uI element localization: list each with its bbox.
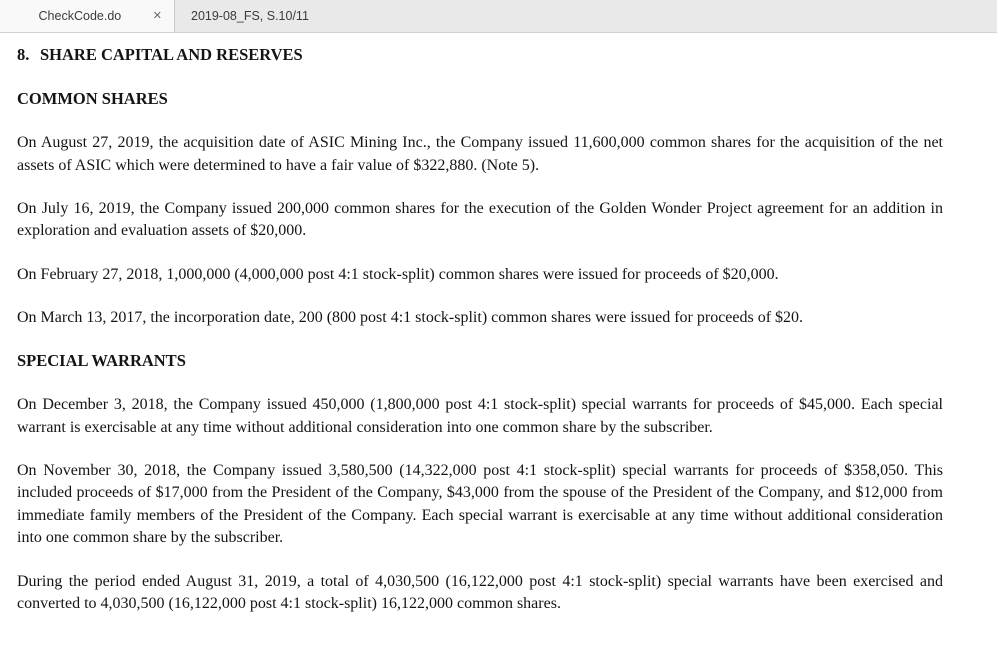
tab-bar bbox=[0, 0, 997, 33]
paragraph: During the period ended August 31, 2019, a total of 4,030,500 (16,122,000 post 4:1 stock-split) special warrants have been exercised and converted to 4,030,500 (16,122,000 post 4:1 stock-split) 16,122,000 common shares. bbox=[17, 572, 943, 612]
subheading-common-shares: COMMON SHARES bbox=[17, 88, 168, 108]
tab-checkcode[interactable] bbox=[0, 0, 175, 32]
paragraph: On February 27, 2018, 1,000,000 (4,000,000 post 4:1 stock-split) common shares were issued for proceeds of $20,000. bbox=[17, 265, 779, 283]
paragraph: On August 27, 2019, the acquisition date of ASIC Mining Inc., the Company issued 11,600,000 common shares for the acquisition of the net assets of ASIC which were determined to have a fair value of $322,880. (Note 5). bbox=[17, 134, 943, 174]
tab-checkcode-label: CheckCode.do bbox=[38, 9, 122, 23]
paragraph: On December 3, 2018, the Company issued 450,000 (1,800,000 post 4:1 stock-split) special warrants for proceeds of $45,000. Each special warrant is exercisable at any time without additional consideration into one common share by the subscriber. bbox=[17, 396, 943, 436]
paragraph: On March 13, 2017, the incorporation date, 200 (800 post 4:1 stock-split) common shares were issued for proceeds of $20. bbox=[17, 309, 804, 327]
close-icon[interactable]: ✕ bbox=[152, 9, 162, 22]
subheading-special-warrants: SPECIAL WARRANTS bbox=[17, 350, 186, 370]
paragraph: On July 16, 2019, the Company issued 200,000 common shares for the execution of the Golden Wonder Project agreement for an addition in exploration and evaluation assets of $20,000. bbox=[17, 200, 943, 240]
paragraph: On November 30, 2018, the Company issued 3,580,500 (14,322,000 post 4:1 stock-split) special warrants for proceeds of $358,050. This included proceeds of $17,000 from the President of the Company, $43,000 from the spouse of the President of the Company, and $12,000 from immediate family members of the President of the Company. Each special warrant is exercisable at any time without additional consideration into one common share by the subscriber. bbox=[17, 462, 943, 547]
section-number: 8. bbox=[17, 45, 30, 64]
tab-financial-statement-label: 2019-08_FS, S.10/11 bbox=[191, 9, 309, 23]
section-title: SHARE CAPITAL AND RESERVES bbox=[40, 45, 303, 64]
tab-financial-statement[interactable] bbox=[175, 0, 325, 32]
section-heading bbox=[17, 45, 943, 66]
document-view bbox=[0, 33, 997, 615]
